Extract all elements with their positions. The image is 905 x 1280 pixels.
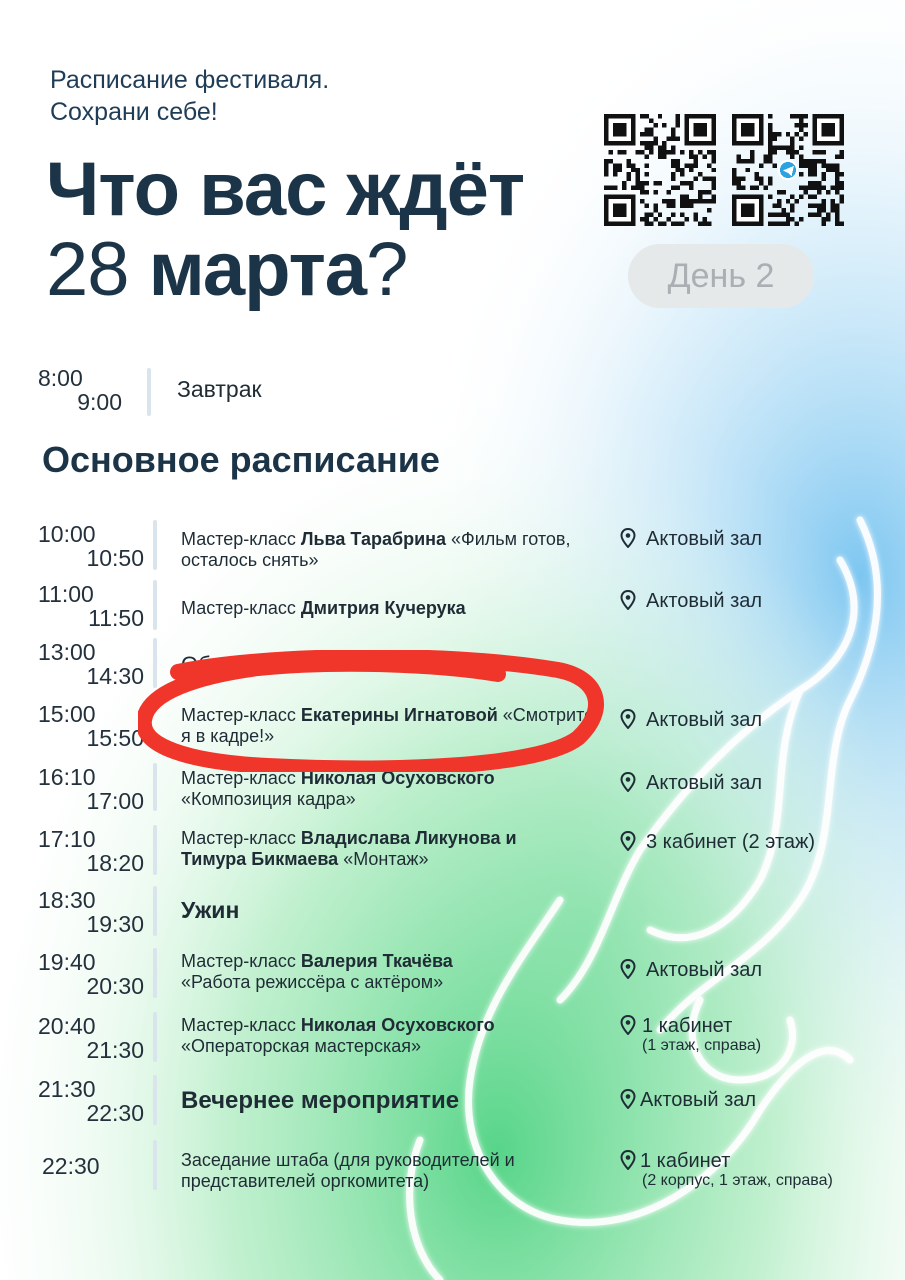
time-range bbox=[38, 366, 144, 414]
time-start: 13:00 bbox=[38, 639, 96, 665]
time-range bbox=[38, 1014, 144, 1062]
time-start: 11:00 bbox=[38, 581, 94, 607]
event-title: Мастер-класс Дмитрия Кучерука bbox=[181, 598, 466, 618]
time-end: 14:30 bbox=[86, 663, 144, 689]
event-title: Мастер-класс Екатерины Игнатовой «Смотрите: я в кадре!» bbox=[181, 705, 600, 746]
page-title bbox=[46, 147, 525, 312]
event-location: Актовый зал bbox=[620, 1089, 756, 1111]
time-divider bbox=[153, 580, 157, 630]
time-range bbox=[38, 888, 144, 936]
time-end: 17:00 bbox=[86, 788, 144, 814]
map-pin-icon bbox=[620, 1150, 636, 1170]
map-pin-icon bbox=[620, 959, 636, 979]
map-pin-icon bbox=[620, 528, 636, 548]
event-title: Мастер-класс Владислава Ликунова и Тимура Бикмаева «Монтаж» bbox=[181, 828, 517, 869]
time-divider bbox=[153, 520, 157, 570]
map-pin-icon bbox=[620, 709, 636, 729]
intro-line-1: Расписание фестиваля. bbox=[50, 66, 330, 94]
time-end: 18:20 bbox=[86, 850, 144, 876]
intro-line-2: Сохрани себе! bbox=[50, 98, 218, 126]
time-start: 15:00 bbox=[38, 701, 96, 727]
time-range bbox=[38, 950, 144, 998]
page-title-line-2 bbox=[46, 227, 524, 312]
event-title: Мастер-класс Льва Тарабрина «Фильм готов, осталось снять» bbox=[181, 529, 571, 570]
map-pin-icon bbox=[620, 772, 636, 792]
time-range bbox=[38, 522, 144, 570]
time-range bbox=[38, 1154, 144, 1178]
time-start: 17:10 bbox=[38, 826, 96, 852]
telegram-icon bbox=[778, 160, 799, 181]
time-divider bbox=[153, 1075, 157, 1125]
red-highlight-circle bbox=[138, 650, 606, 772]
event-title: Вечернее мероприятие bbox=[181, 1087, 460, 1114]
time-divider bbox=[153, 1140, 157, 1190]
time-end: 19:30 bbox=[86, 911, 144, 937]
time-start: 22:30 bbox=[42, 1153, 100, 1179]
event-title: Обед bbox=[181, 652, 236, 677]
time-end: 11:50 bbox=[88, 605, 144, 631]
time-end: 9:00 bbox=[77, 389, 122, 415]
page-title-question-mark: ? bbox=[366, 227, 408, 312]
time-start: 21:30 bbox=[38, 1076, 96, 1102]
event-title: Завтрак bbox=[177, 376, 262, 402]
page-title-month: марта bbox=[148, 227, 367, 312]
time-range bbox=[38, 640, 144, 688]
event-location: Актовый зал bbox=[620, 772, 762, 794]
event-location: Актовый зал bbox=[620, 709, 762, 731]
intro-text bbox=[50, 64, 329, 128]
qr-code-telegram[interactable] bbox=[732, 114, 844, 226]
event-location: 1 кабинет (2 корпус, 1 этаж, справа) bbox=[620, 1150, 833, 1190]
time-start: 10:00 bbox=[38, 521, 96, 547]
event-title: Мастер-класс Николая Осуховского «Композиция кадра» bbox=[181, 768, 495, 809]
time-range bbox=[38, 702, 144, 750]
map-pin-icon bbox=[620, 1089, 636, 1109]
time-range bbox=[38, 1077, 144, 1125]
qr-code-vk[interactable] bbox=[604, 114, 716, 226]
event-title: Ужин bbox=[181, 897, 240, 923]
time-start: 18:30 bbox=[38, 887, 96, 913]
map-pin-icon bbox=[620, 590, 636, 610]
time-divider bbox=[153, 886, 157, 936]
time-start: 16:10 bbox=[38, 764, 96, 790]
time-divider bbox=[153, 1012, 157, 1062]
event-location: Актовый зал bbox=[620, 528, 762, 550]
time-divider bbox=[153, 825, 157, 875]
event-title: Мастер-класс Валерия Ткачёва «Работа режиссёра с актёром» bbox=[181, 951, 453, 992]
map-pin-icon bbox=[620, 1015, 636, 1035]
time-start: 8:00 bbox=[38, 365, 83, 391]
event-location: 3 кабинет (2 этаж) bbox=[620, 831, 815, 853]
time-divider bbox=[153, 948, 157, 998]
time-end: 20:30 bbox=[86, 973, 144, 999]
time-start: 19:40 bbox=[38, 949, 96, 975]
section-title: Основное расписание bbox=[42, 439, 440, 480]
qr-code-icon bbox=[604, 114, 716, 226]
event-title: Заседание штаба (для руководителей и представителей оргкомитета) bbox=[181, 1150, 515, 1191]
page-title-date-number: 28 bbox=[46, 227, 129, 312]
map-pin-icon bbox=[620, 831, 636, 851]
time-end: 10:50 bbox=[86, 545, 144, 571]
event-location: Актовый зал bbox=[620, 590, 762, 612]
event-location-detail: (2 корпус, 1 этаж, справа) bbox=[642, 1172, 833, 1189]
event-location: 1 кабинет (1 этаж, справа) bbox=[620, 1015, 761, 1055]
time-end: 21:30 bbox=[86, 1037, 144, 1063]
event-title: Мастер-класс Николая Осуховского «Операторская мастерская» bbox=[181, 1015, 495, 1056]
time-end: 15:50 bbox=[86, 725, 144, 751]
event-location: Актовый зал bbox=[620, 959, 762, 981]
time-range bbox=[38, 827, 144, 875]
time-range bbox=[38, 765, 144, 813]
qr-code-icon bbox=[732, 114, 844, 226]
time-range bbox=[38, 582, 144, 630]
time-end: 22:30 bbox=[86, 1100, 144, 1126]
page-title-line-1: Что вас ждёт bbox=[46, 147, 525, 232]
event-location-detail: (1 этаж, справа) bbox=[642, 1037, 762, 1054]
day-badge: День 2 bbox=[628, 244, 814, 308]
time-divider bbox=[147, 368, 151, 416]
time-start: 20:40 bbox=[38, 1013, 96, 1039]
